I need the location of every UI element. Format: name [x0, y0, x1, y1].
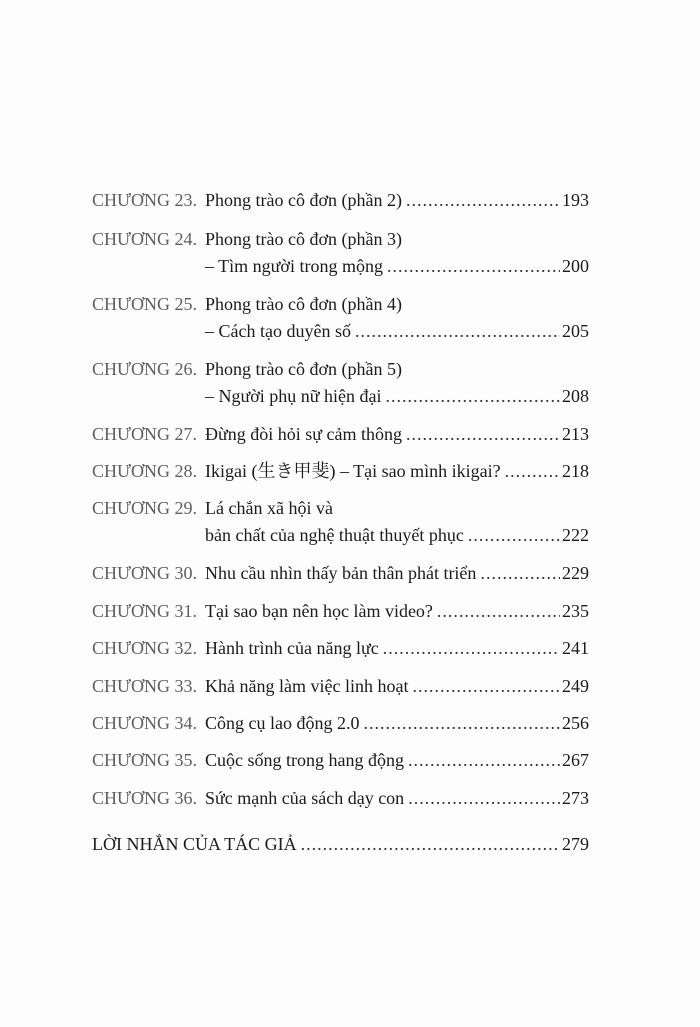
dot-leader: [408, 787, 560, 809]
dot-leader: [387, 255, 560, 277]
page-number: 208: [562, 386, 589, 406]
chapter-title: Sức mạnh của sách dạy con: [205, 788, 405, 808]
page-number: 241: [562, 638, 589, 658]
dot-leader: [406, 423, 560, 445]
chapter-subtitle: bản chất của nghệ thuật thuyết phục: [205, 525, 464, 545]
chapter-label: CHƯƠNG 28.: [92, 461, 197, 481]
toc-line: [205, 228, 589, 250]
chapter-label: CHƯƠNG 25.: [92, 294, 197, 314]
page-number: 200: [562, 256, 589, 276]
dot-leader: [386, 385, 560, 407]
chapter-title: Phong trào cô đơn (phần 2): [205, 190, 402, 210]
page-number: 256: [562, 713, 589, 733]
dot-leader: [355, 320, 560, 342]
chapter-label: CHƯƠNG 27.: [92, 424, 197, 444]
dot-leader: [301, 833, 560, 855]
chapter-label: CHƯƠNG 31.: [92, 601, 197, 621]
toc-line: [205, 293, 589, 315]
toc-line: [205, 749, 589, 771]
page-number: 218: [562, 461, 589, 481]
dot-leader: [480, 562, 560, 584]
chapter-subtitle: – Tìm người trong mộng: [205, 256, 383, 276]
chapter-title: Ikigai (生き甲斐) – Tại sao mình ikigai?: [205, 461, 501, 481]
chapter-title: Cuộc sống trong hang động: [205, 750, 404, 770]
dot-leader: [437, 600, 560, 622]
dot-leader: [505, 460, 560, 482]
page-number: 213: [562, 424, 589, 444]
dot-leader: [364, 712, 561, 734]
chapter-title: Khả năng làm việc linh hoạt: [205, 676, 409, 696]
toc-line: [205, 320, 589, 342]
toc-line: [205, 675, 589, 697]
chapter-title: Phong trào cô đơn (phần 4): [205, 294, 402, 314]
toc-entry-afterword: [92, 833, 589, 855]
page-number: 267: [562, 750, 589, 770]
chapter-label: CHƯƠNG 24.: [92, 229, 197, 249]
toc-line: [205, 637, 589, 659]
chapter-title: Công cụ lao động 2.0: [205, 713, 360, 733]
toc-line: [205, 189, 589, 211]
toc-line: [205, 385, 589, 407]
toc-line: [205, 255, 589, 277]
chapter-title: Nhu cầu nhìn thấy bản thân phát triển: [205, 563, 477, 583]
page-number: 235: [562, 601, 589, 621]
afterword-title: LỜI NHẮN CỦA TÁC GIẢ: [92, 834, 297, 854]
chapter-label: CHƯƠNG 32.: [92, 638, 197, 658]
page-number: 205: [562, 321, 589, 341]
page-number: 193: [562, 190, 589, 210]
toc-line: [205, 562, 589, 584]
toc-line: [205, 460, 589, 482]
toc-line: [205, 787, 589, 809]
toc-line: [205, 497, 589, 519]
toc-line: [205, 423, 589, 445]
chapter-title: Hành trình của năng lực: [205, 638, 379, 658]
toc-line: [205, 600, 589, 622]
chapter-subtitle: – Cách tạo duyên số: [205, 321, 351, 341]
chapter-title: Tại sao bạn nên học làm video?: [205, 601, 433, 621]
chapter-subtitle: – Người phụ nữ hiện đại: [205, 386, 382, 406]
toc-line: [205, 524, 589, 546]
dot-leader: [408, 749, 560, 771]
chapter-label: CHƯƠNG 36.: [92, 788, 197, 808]
page-number: 273: [562, 788, 589, 808]
chapter-label: CHƯƠNG 33.: [92, 676, 197, 696]
chapter-title: Phong trào cô đơn (phần 3): [205, 229, 402, 249]
chapter-label: CHƯƠNG 26.: [92, 359, 197, 379]
chapter-label: CHƯƠNG 30.: [92, 563, 197, 583]
toc-line: [205, 358, 589, 380]
page-number: 279: [562, 834, 589, 854]
page-number: 222: [562, 525, 589, 545]
page-number: 249: [562, 676, 589, 696]
chapter-label: CHƯƠNG 35.: [92, 750, 197, 770]
page-number: 229: [562, 563, 589, 583]
dot-leader: [468, 524, 560, 546]
dot-leader: [383, 637, 560, 659]
chapter-title: Phong trào cô đơn (phần 5): [205, 359, 402, 379]
toc-line: [205, 712, 589, 734]
chapter-label: CHƯƠNG 23.: [92, 190, 197, 210]
dot-leader: [406, 189, 560, 211]
chapter-label: CHƯƠNG 29.: [92, 498, 197, 518]
chapter-title: Lá chắn xã hội và: [205, 498, 333, 518]
dot-leader: [412, 675, 560, 697]
chapter-title: Đừng đòi hỏi sự cảm thông: [205, 424, 402, 444]
chapter-label: CHƯƠNG 34.: [92, 713, 197, 733]
